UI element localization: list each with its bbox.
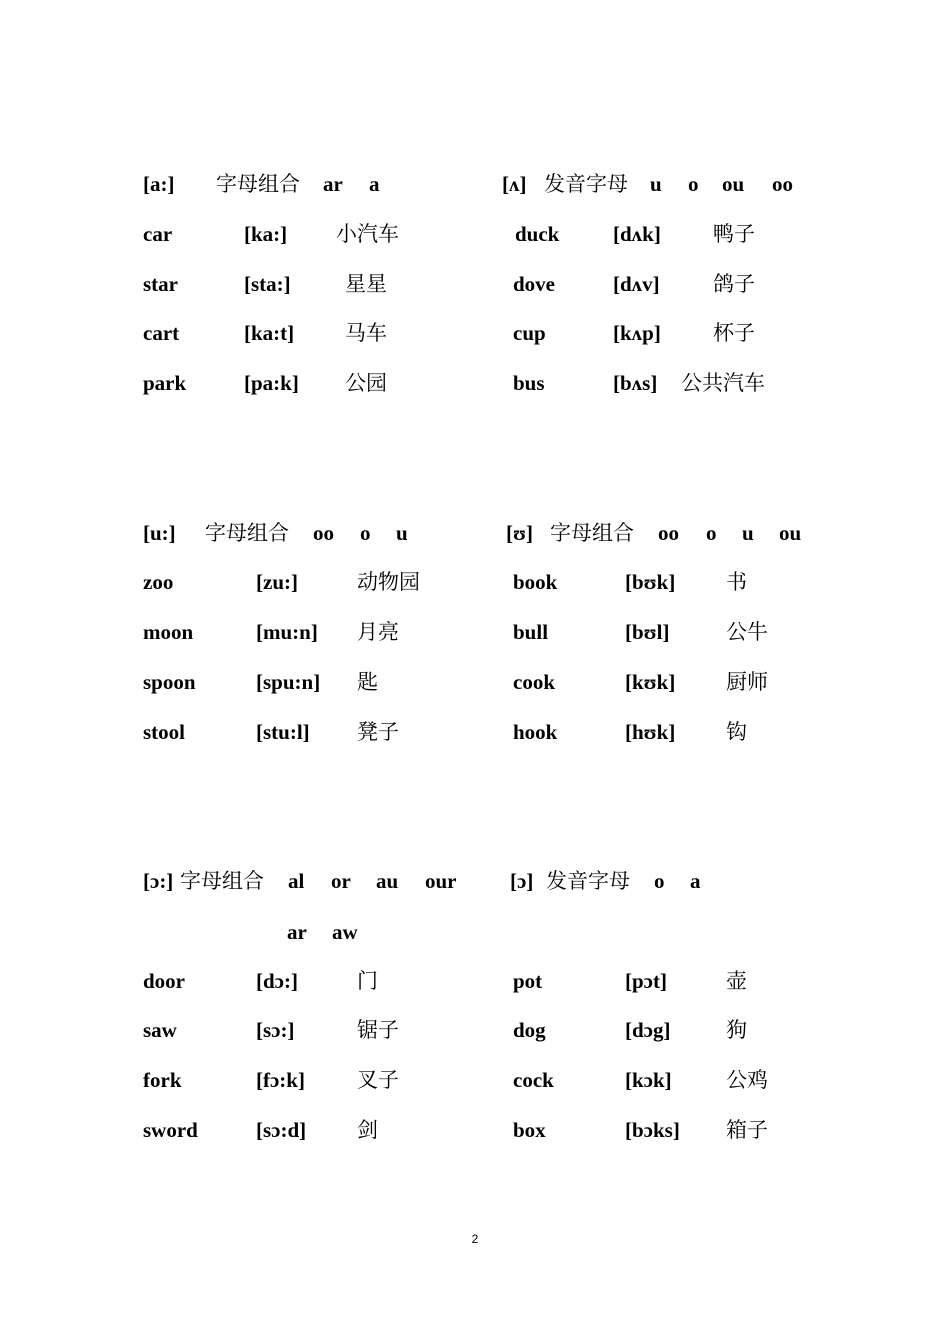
letter-combo: u	[742, 521, 754, 545]
word-meaning: 鸭子	[713, 222, 755, 246]
letter-combo: ou	[722, 172, 745, 196]
word: star	[143, 272, 178, 296]
word-ipa: [ka:t]	[244, 321, 295, 345]
word-ipa: [kɔk]	[625, 1068, 672, 1092]
word-ipa: [bʊk]	[625, 570, 676, 594]
word-meaning: 公鸡	[726, 1068, 768, 1092]
word: cart	[143, 321, 180, 345]
phoneme-ipa: [ɔ]	[510, 869, 534, 893]
word-meaning: 公牛	[726, 620, 768, 644]
word-meaning: 剑	[357, 1118, 378, 1142]
word-meaning: 杯子	[713, 321, 755, 345]
word-ipa: [bʌs]	[613, 371, 658, 395]
word-meaning: 壶	[726, 969, 747, 993]
word: sword	[143, 1118, 198, 1142]
word: pot	[513, 969, 543, 993]
letter-combo: o	[688, 172, 699, 196]
word-ipa: [mu:n]	[256, 620, 318, 644]
letter-combo: au	[376, 869, 399, 893]
word-meaning: 叉子	[357, 1068, 399, 1092]
letter-combo: oo	[658, 521, 679, 545]
word: hook	[513, 720, 558, 744]
word-ipa: [dɔg]	[625, 1018, 671, 1042]
letter-combo: o	[706, 521, 717, 545]
word-ipa: [dɔ:]	[256, 969, 298, 993]
word: box	[513, 1118, 546, 1142]
word-ipa: [sɔ:]	[256, 1018, 295, 1042]
word-ipa: [dʌk]	[613, 222, 661, 246]
word: spoon	[143, 670, 196, 694]
word: bull	[513, 620, 549, 644]
word-meaning: 小汽车	[336, 222, 399, 246]
word-ipa: [dʌv]	[613, 272, 660, 296]
word: saw	[143, 1018, 177, 1042]
word-ipa: [pɔt]	[625, 969, 667, 993]
word: stool	[143, 720, 185, 744]
letter-combo: oo	[313, 521, 334, 545]
word: zoo	[143, 570, 174, 594]
letter-combo: ar	[287, 920, 307, 944]
word: duck	[515, 222, 560, 246]
word-meaning: 动物园	[357, 570, 420, 594]
word: dog	[513, 1018, 546, 1042]
word-ipa: [fɔ:k]	[256, 1068, 305, 1092]
word: dove	[513, 272, 555, 296]
letter-combo: o	[654, 869, 665, 893]
phoneme-label: 字母组合	[205, 521, 289, 545]
word: cup	[513, 321, 546, 345]
word-ipa: [stu:l]	[256, 720, 310, 744]
word-ipa: [sɔ:d]	[256, 1118, 307, 1142]
word-ipa: [kʊk]	[625, 670, 676, 694]
letter-combo: ou	[779, 521, 802, 545]
letter-combo: u	[396, 521, 408, 545]
word-meaning: 厨师	[726, 670, 768, 694]
word: moon	[143, 620, 194, 644]
phoneme-label: 字母组合	[216, 172, 300, 196]
phoneme-ipa: [ʊ]	[506, 521, 533, 545]
phoneme-ipa: [ɔ:]	[143, 869, 174, 893]
word-meaning: 书	[726, 570, 747, 594]
phoneme-label: 发音字母	[544, 172, 628, 196]
letter-combo: aw	[332, 920, 358, 944]
word-ipa: [spu:n]	[256, 670, 321, 694]
word: door	[143, 969, 185, 993]
word-meaning: 箱子	[726, 1118, 768, 1142]
letter-combo: oo	[772, 172, 793, 196]
word-meaning: 马车	[345, 321, 387, 345]
letter-combo: al	[288, 869, 305, 893]
word: bus	[513, 371, 545, 395]
word-meaning: 凳子	[357, 720, 399, 744]
word-ipa: [zu:]	[256, 570, 298, 594]
word-ipa: [kʌp]	[613, 321, 661, 345]
word: car	[143, 222, 173, 246]
phoneme-ipa: [u:]	[143, 521, 176, 545]
word-meaning: 星星	[345, 272, 387, 296]
phoneme-ipa: [ʌ]	[502, 172, 527, 196]
word-meaning: 鸽子	[713, 272, 755, 296]
word-meaning: 月亮	[357, 620, 399, 644]
phoneme-label: 字母组合	[180, 869, 264, 893]
phoneme-label: 发音字母	[546, 869, 630, 893]
word: park	[143, 371, 187, 395]
word-ipa: [ka:]	[244, 222, 288, 246]
word-ipa: [hʊk]	[625, 720, 676, 744]
word-meaning: 狗	[726, 1018, 747, 1042]
letter-combo: ar	[323, 172, 343, 196]
phoneme-label: 字母组合	[550, 521, 634, 545]
phoneme-ipa: [a:]	[143, 172, 175, 196]
letter-combo: our	[425, 869, 457, 893]
word-meaning: 匙	[357, 670, 378, 694]
word-meaning: 门	[357, 969, 378, 993]
word-ipa: [sta:]	[244, 272, 291, 296]
letter-combo: or	[331, 869, 351, 893]
word-meaning: 公共汽车	[681, 371, 765, 395]
word-meaning: 公园	[345, 371, 387, 395]
word: cock	[513, 1068, 554, 1092]
letter-combo: a	[369, 172, 380, 196]
word-ipa: [bʊl]	[625, 620, 670, 644]
word: cook	[513, 670, 555, 694]
letter-combo: a	[690, 869, 701, 893]
word-meaning: 锯子	[357, 1018, 399, 1042]
page-number: 2	[471, 1232, 479, 1246]
word-ipa: [bɔks]	[625, 1118, 680, 1142]
letter-combo: u	[650, 172, 662, 196]
word: book	[513, 570, 558, 594]
word: fork	[143, 1068, 182, 1092]
letter-combo: o	[360, 521, 371, 545]
word-meaning: 钩	[726, 720, 747, 744]
word-ipa: [pa:k]	[244, 371, 299, 395]
